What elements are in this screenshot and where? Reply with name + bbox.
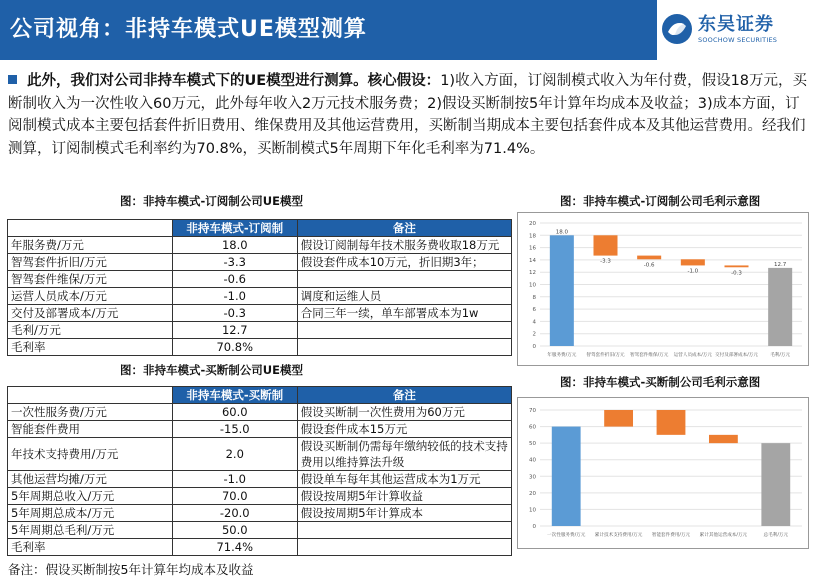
y-tick-label: 16 [529,245,536,252]
row-note: 假设买断制一次性费用为60万元 [297,404,511,421]
row-value: 18.0 [172,237,297,254]
row-note: 假设订阅制每年技术服务费收取18万元 [297,237,511,254]
row-value: -1.0 [172,471,297,488]
data-label: -3.3 [600,258,611,265]
y-tick-label: 10 [529,282,536,289]
table1-title: 图：非持车模式-订阅制公司UE模型 [120,194,303,208]
table-row [8,322,512,339]
row-label: 5年周期总毛利/万元 [8,522,173,539]
row-note: 调度和运维人员 [297,288,511,305]
row-note: 假设按周期5年计算收益 [297,488,511,505]
y-tick-label: 70 [529,408,536,414]
row-label: 5年周期总成本/万元 [8,505,173,522]
table2-title: 图：非持车模式-买断制公司UE模型 [120,363,303,377]
category-label: 交付及部署成本/万元 [715,353,758,358]
waterfall-bar [552,427,581,526]
row-label: 其他运营均摊/万元 [8,471,173,488]
row-label: 年服务费/万元 [8,237,173,254]
buyout-waterfall-svg [518,398,808,548]
category-label: 累计技术支持费用/万元 [594,533,643,538]
category-label: 智能套件费用/万元 [651,533,691,538]
row-note: 假设套件成本10万元，折旧期3年； [297,254,511,271]
row-label: 年技术支持费用/万元 [8,438,173,471]
waterfall-bar [657,410,686,435]
waterfall-bar [604,410,633,427]
row-label: 毛利率 [8,339,173,356]
y-tick-label: 30 [529,474,536,481]
intro-text: 1)收入方面，订阅制模式收入为年付费，假设18万元，买断制收入为一次性收入60万元，此外每年收入2万元技术服务费；2)假设买断制按5年计算年均成本及收益；3)成本方面，订阅制模式成本主要包括套件折旧费用、维保费用及其他运营费用，买断制当期成本主要包括套件成本及其他运营费用。经我们测算，订阅制模式毛利率约为70.8%，买断制模式5年周期下年化毛利率为71.4%。 [8,73,808,157]
table-row [8,522,512,539]
row-label: 智驾套件维保/万元 [8,271,173,288]
y-tick-label: 0 [532,524,536,530]
table-row [8,438,512,471]
row-note: 假设单车每年其他运营成本为1万元 [297,471,511,488]
data-label: 18.0 [555,229,568,236]
logo-icon [660,12,694,46]
table-header-cell [8,220,173,237]
row-note: 假设按周期5年计算成本 [297,505,511,522]
row-value: -1.0 [172,288,297,305]
y-tick-label: 6 [532,307,536,314]
y-tick-label: 2 [532,331,536,338]
waterfall-bar [709,435,738,443]
header [0,0,817,60]
table-row [8,288,512,305]
row-value: 60.0 [172,404,297,421]
row-label: 5年周期总收入/万元 [8,488,173,505]
subscription-ue-table [7,219,512,356]
waterfall-bar [593,235,617,255]
intro-bold: 此外，我们对公司非持车模式下的UE模型进行测算。核心假设： [27,73,441,89]
chart1-title: 图：非持车模式-订阅制公司毛利示意图 [560,194,761,208]
waterfall-bar [761,443,790,526]
row-value: 70.8% [172,339,297,356]
row-note: 假设套件成本15万元 [297,421,511,438]
table-header-row [8,220,512,237]
chart2-title: 图：非持车模式-买断制公司毛利示意图 [560,375,761,389]
row-value: 2.0 [172,438,297,471]
row-value: -0.6 [172,271,297,288]
y-tick-label: 10 [529,507,536,514]
category-label: 智驾套件维保/万元 [630,353,669,358]
y-tick-label: 8 [532,294,536,301]
table-header-row [8,387,512,404]
row-note [297,322,511,339]
y-tick-label: 0 [532,344,536,350]
table-row [8,421,512,438]
table-row [8,271,512,288]
category-label: 累计其他运营成本/万元 [699,533,748,538]
y-tick-label: 40 [529,457,536,464]
row-label: 毛利/万元 [8,322,173,339]
row-note [297,271,511,288]
table-row [8,505,512,522]
waterfall-bar [724,265,748,267]
table-header-cell: 非持车模式-订阅制 [172,220,297,237]
waterfall-bar [768,268,792,346]
data-label: -1.0 [687,268,699,275]
category-label: 年服务费/万元 [547,353,577,358]
category-label: 总毛利/万元 [763,533,789,538]
data-label: -0.3 [731,270,742,277]
table-row [8,488,512,505]
row-note [297,339,511,356]
logo-brand-text: 东吴证券 [698,14,774,35]
row-value: -3.3 [172,254,297,271]
page-title: 公司视角：非持车模式UE模型测算 [10,17,367,42]
row-value: 12.7 [172,322,297,339]
row-value: 50.0 [172,522,297,539]
category-label: 毛利/万元 [770,353,791,358]
y-tick-label: 20 [529,221,536,227]
buyout-margin-chart [517,397,809,549]
waterfall-bar [637,256,661,260]
row-value: -20.0 [172,505,297,522]
y-tick-label: 18 [529,233,536,240]
data-label: 12.7 [774,261,787,268]
row-label: 毛利率 [8,539,173,556]
table-header-cell: 备注 [297,220,511,237]
table-row [8,539,512,556]
row-label: 智能套件费用 [8,421,173,438]
row-value: -15.0 [172,421,297,438]
table-row [8,404,512,421]
waterfall-bar [681,259,705,265]
y-tick-label: 20 [529,490,536,497]
waterfall-bar [550,235,574,346]
row-note [297,522,511,539]
y-tick-label: 50 [529,441,536,448]
table-header-cell: 非持车模式-买断制 [172,387,297,404]
table-header-cell: 备注 [297,387,511,404]
y-tick-label: 14 [529,257,536,264]
row-value: -0.3 [172,305,297,322]
row-note: 合同三年一续，单车部署成本为1w [297,305,511,322]
table-header-cell [8,387,173,404]
data-label: -0.6 [643,262,655,269]
table-row [8,254,512,271]
y-tick-label: 4 [532,319,536,326]
row-label: 运营人员成本/万元 [8,288,173,305]
row-label: 智驾套件折旧/万元 [8,254,173,271]
subscription-waterfall-svg [518,213,808,365]
square-bullet-icon [8,75,17,84]
table-row [8,471,512,488]
table-row [8,305,512,322]
category-label: 智驾套件折旧/万元 [586,353,625,358]
subscription-margin-chart [517,212,809,366]
row-label: 交付及部署成本/万元 [8,305,173,322]
logo-sub-text: SOOCHOW SECURITIES [698,36,778,44]
row-label: 一次性服务费/万元 [8,404,173,421]
row-note [297,539,511,556]
row-value: 70.0 [172,488,297,505]
intro-paragraph [8,70,813,160]
company-logo [660,6,810,54]
y-tick-label: 60 [529,424,536,431]
category-label: 运营人员成本/万元 [673,353,712,358]
row-note: 假设买断制仍需每年缴纳较低的技术支持费用以维持算法升级 [297,438,511,471]
row-value: 71.4% [172,539,297,556]
buyout-ue-table [7,386,512,556]
table-row [8,237,512,254]
footnote: 备注：假设买断制按5年计算年均成本及收益 [8,562,254,577]
y-tick-label: 12 [529,270,536,277]
table-row [8,339,512,356]
category-label: 一次性服务费/万元 [547,533,586,538]
